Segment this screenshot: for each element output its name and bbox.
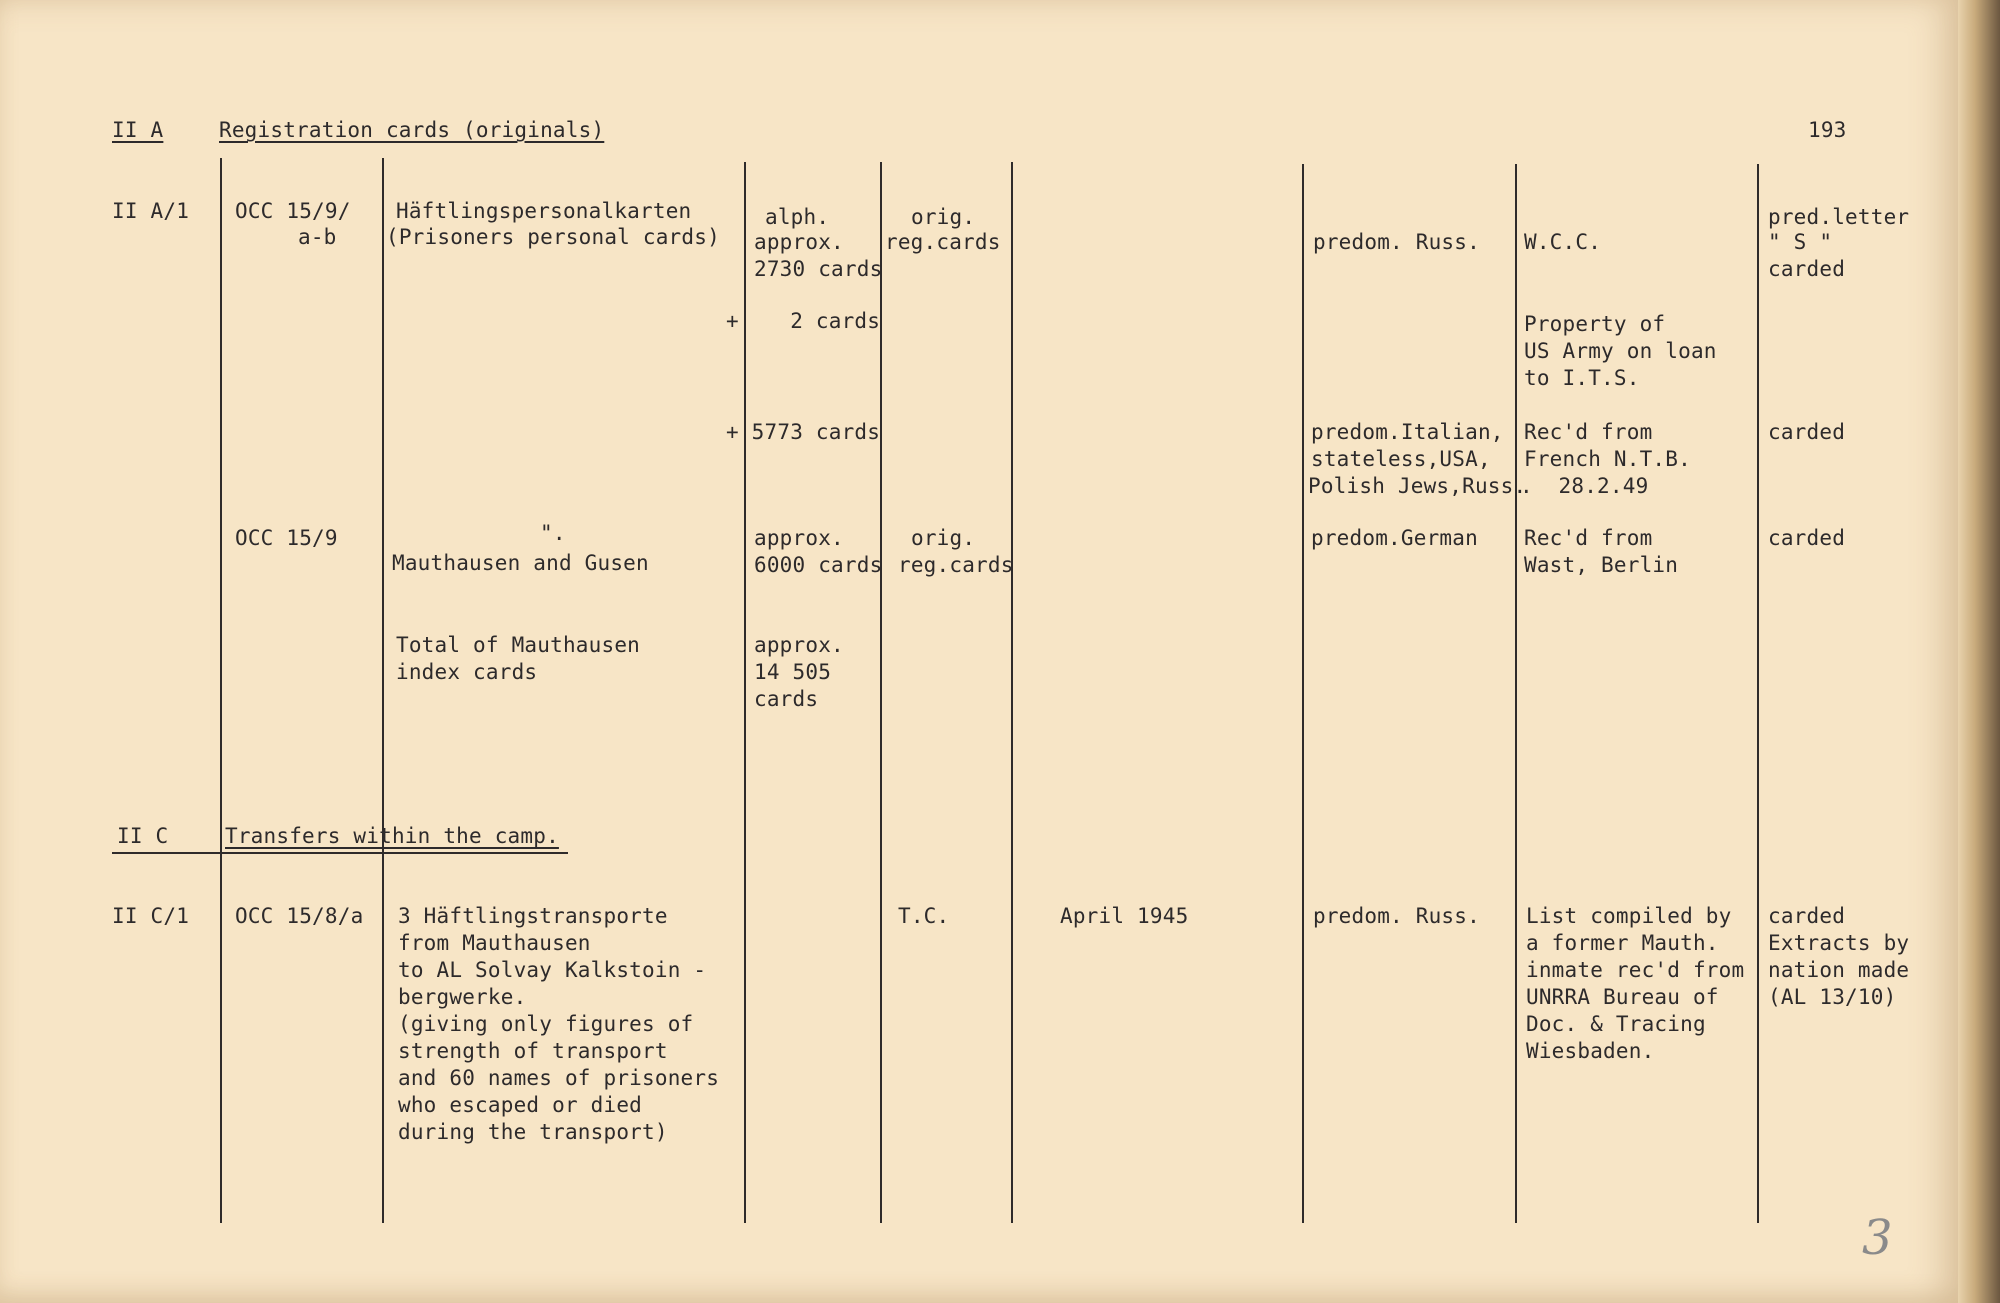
french-nationality-line1: predom.Italian, (1311, 420, 1504, 444)
total-desc-line1: Total of Mauthausen (396, 633, 641, 657)
handwritten-number: 3 (1862, 1210, 1893, 1266)
transport-nationality: predom. Russ. (1313, 904, 1480, 928)
transport-desc-line2: from Mauthausen (398, 931, 591, 955)
berlin-nationality: predom.German (1311, 526, 1478, 550)
column-divider-2 (382, 158, 384, 1223)
total-qty-line3: cards (754, 687, 819, 711)
french-source-line1: Rec'd from (1524, 420, 1653, 444)
column-divider-6 (1302, 164, 1304, 1223)
entry-qty-line2: approx. (754, 230, 844, 254)
transport-source-line4: UNRRA Bureau of (1526, 985, 1719, 1009)
entry-remarks-line2: " S " (1768, 230, 1833, 254)
french-nationality-line3: Polish Jews,Russ. (1308, 474, 1527, 498)
transport-desc-line4: bergwerke. (398, 985, 527, 1009)
french-remarks: carded (1768, 420, 1846, 444)
berlin-source-line1: Rec'd from (1524, 526, 1653, 550)
entry-code-iia1: II A/1 (112, 199, 190, 223)
transport-desc-line6: strength of transport (398, 1039, 668, 1063)
transport-desc-line9: during the transport) (398, 1120, 668, 1144)
french-source-line3: . 28.2.49 (1520, 474, 1649, 498)
transport-desc-line7: and 60 names of prisoners (398, 1066, 720, 1090)
berlin-qty-line1: approx. (754, 526, 844, 550)
property-note-line1: Property of (1524, 312, 1666, 336)
transport-source-line3: inmate rec'd from (1526, 958, 1745, 982)
additional-cards-qty: + 2 cards (726, 309, 881, 333)
berlin-remarks: carded (1768, 526, 1846, 550)
section-underline-iic (112, 852, 568, 854)
transport-remarks-line3: nation made (1768, 958, 1910, 982)
transport-remarks-line2: Extracts by (1768, 931, 1910, 955)
transport-desc-line5: (giving only figures of (398, 1012, 694, 1036)
transport-remarks-line1: carded (1768, 904, 1846, 928)
column-divider-8 (1757, 164, 1759, 1223)
berlin-type-line2: reg.cards (898, 553, 1014, 577)
page-number: 193 (1808, 118, 1847, 142)
section-title-iia: Registration cards (originals) (219, 118, 605, 142)
column-divider-5 (1011, 162, 1013, 1223)
column-divider-7 (1515, 164, 1517, 1223)
total-qty-line2: 14 505 (754, 660, 832, 684)
entry-ref-iic1: OCC 15/8/a (235, 904, 364, 928)
french-cards-qty: + 5773 cards (726, 420, 881, 444)
transport-desc-line8: who escaped or died (398, 1093, 643, 1117)
entry-desc-line1: Häftlingspersonalkarten (396, 199, 692, 223)
column-divider-1 (220, 158, 222, 1223)
transport-date: April 1945 (1060, 904, 1189, 928)
transport-source-line2: a former Mauth. (1526, 931, 1719, 955)
column-divider-4 (880, 162, 882, 1223)
book-edge (1958, 0, 2000, 1303)
entry-code-iic1: II C/1 (112, 904, 190, 928)
entry-remarks-line1: pred.letter (1768, 205, 1910, 229)
transport-type: T.C. (898, 904, 950, 928)
entry-nationality: predom. Russ. (1313, 230, 1480, 254)
transport-source-line5: Doc. & Tracing (1526, 1012, 1706, 1036)
section-title-iic: Transfers within the camp. (225, 824, 559, 848)
entry-ref-line1: OCC 15/9/ (235, 199, 351, 223)
transport-desc-line3: to AL Solvay Kalkstoin - (398, 958, 707, 982)
entry-type-line1: orig. (911, 205, 976, 229)
section-code-iic: II C (117, 824, 169, 848)
entry-source: W.C.C. (1524, 230, 1602, 254)
berlin-ref: OCC 15/9 (235, 526, 338, 550)
entry-remarks-line3: carded (1768, 257, 1846, 281)
ditto-mark: ". (540, 521, 566, 545)
section-code-iia: II A (112, 118, 164, 142)
entry-qty-line1: alph. (765, 205, 830, 229)
entry-desc-line2: (Prisoners personal cards) (386, 225, 720, 249)
berlin-desc: Mauthausen and Gusen (392, 551, 649, 575)
entry-ref-line2: a-b (298, 225, 337, 249)
entry-type-line2: reg.cards (885, 230, 1001, 254)
transport-source-line1: List compiled by (1526, 904, 1732, 928)
berlin-qty-line2: 6000 cards (754, 553, 883, 577)
transport-source-line6: Wiesbaden. (1526, 1039, 1655, 1063)
french-source-line2: French N.T.B. (1524, 447, 1691, 471)
total-desc-line2: index cards (396, 660, 538, 684)
entry-qty-line3: 2730 cards (754, 257, 883, 281)
transport-remarks-line4: (AL 13/10) (1768, 985, 1897, 1009)
french-nationality-line2: stateless,USA, (1311, 447, 1491, 471)
transport-desc-line1: 3 Häftlingstransporte (398, 904, 668, 928)
property-note-line3: to I.T.S. (1524, 366, 1640, 390)
berlin-type-line1: orig. (911, 526, 976, 550)
property-note-line2: US Army on loan (1524, 339, 1717, 363)
berlin-source-line2: Wast, Berlin (1524, 553, 1679, 577)
total-qty-line1: approx. (754, 633, 844, 657)
